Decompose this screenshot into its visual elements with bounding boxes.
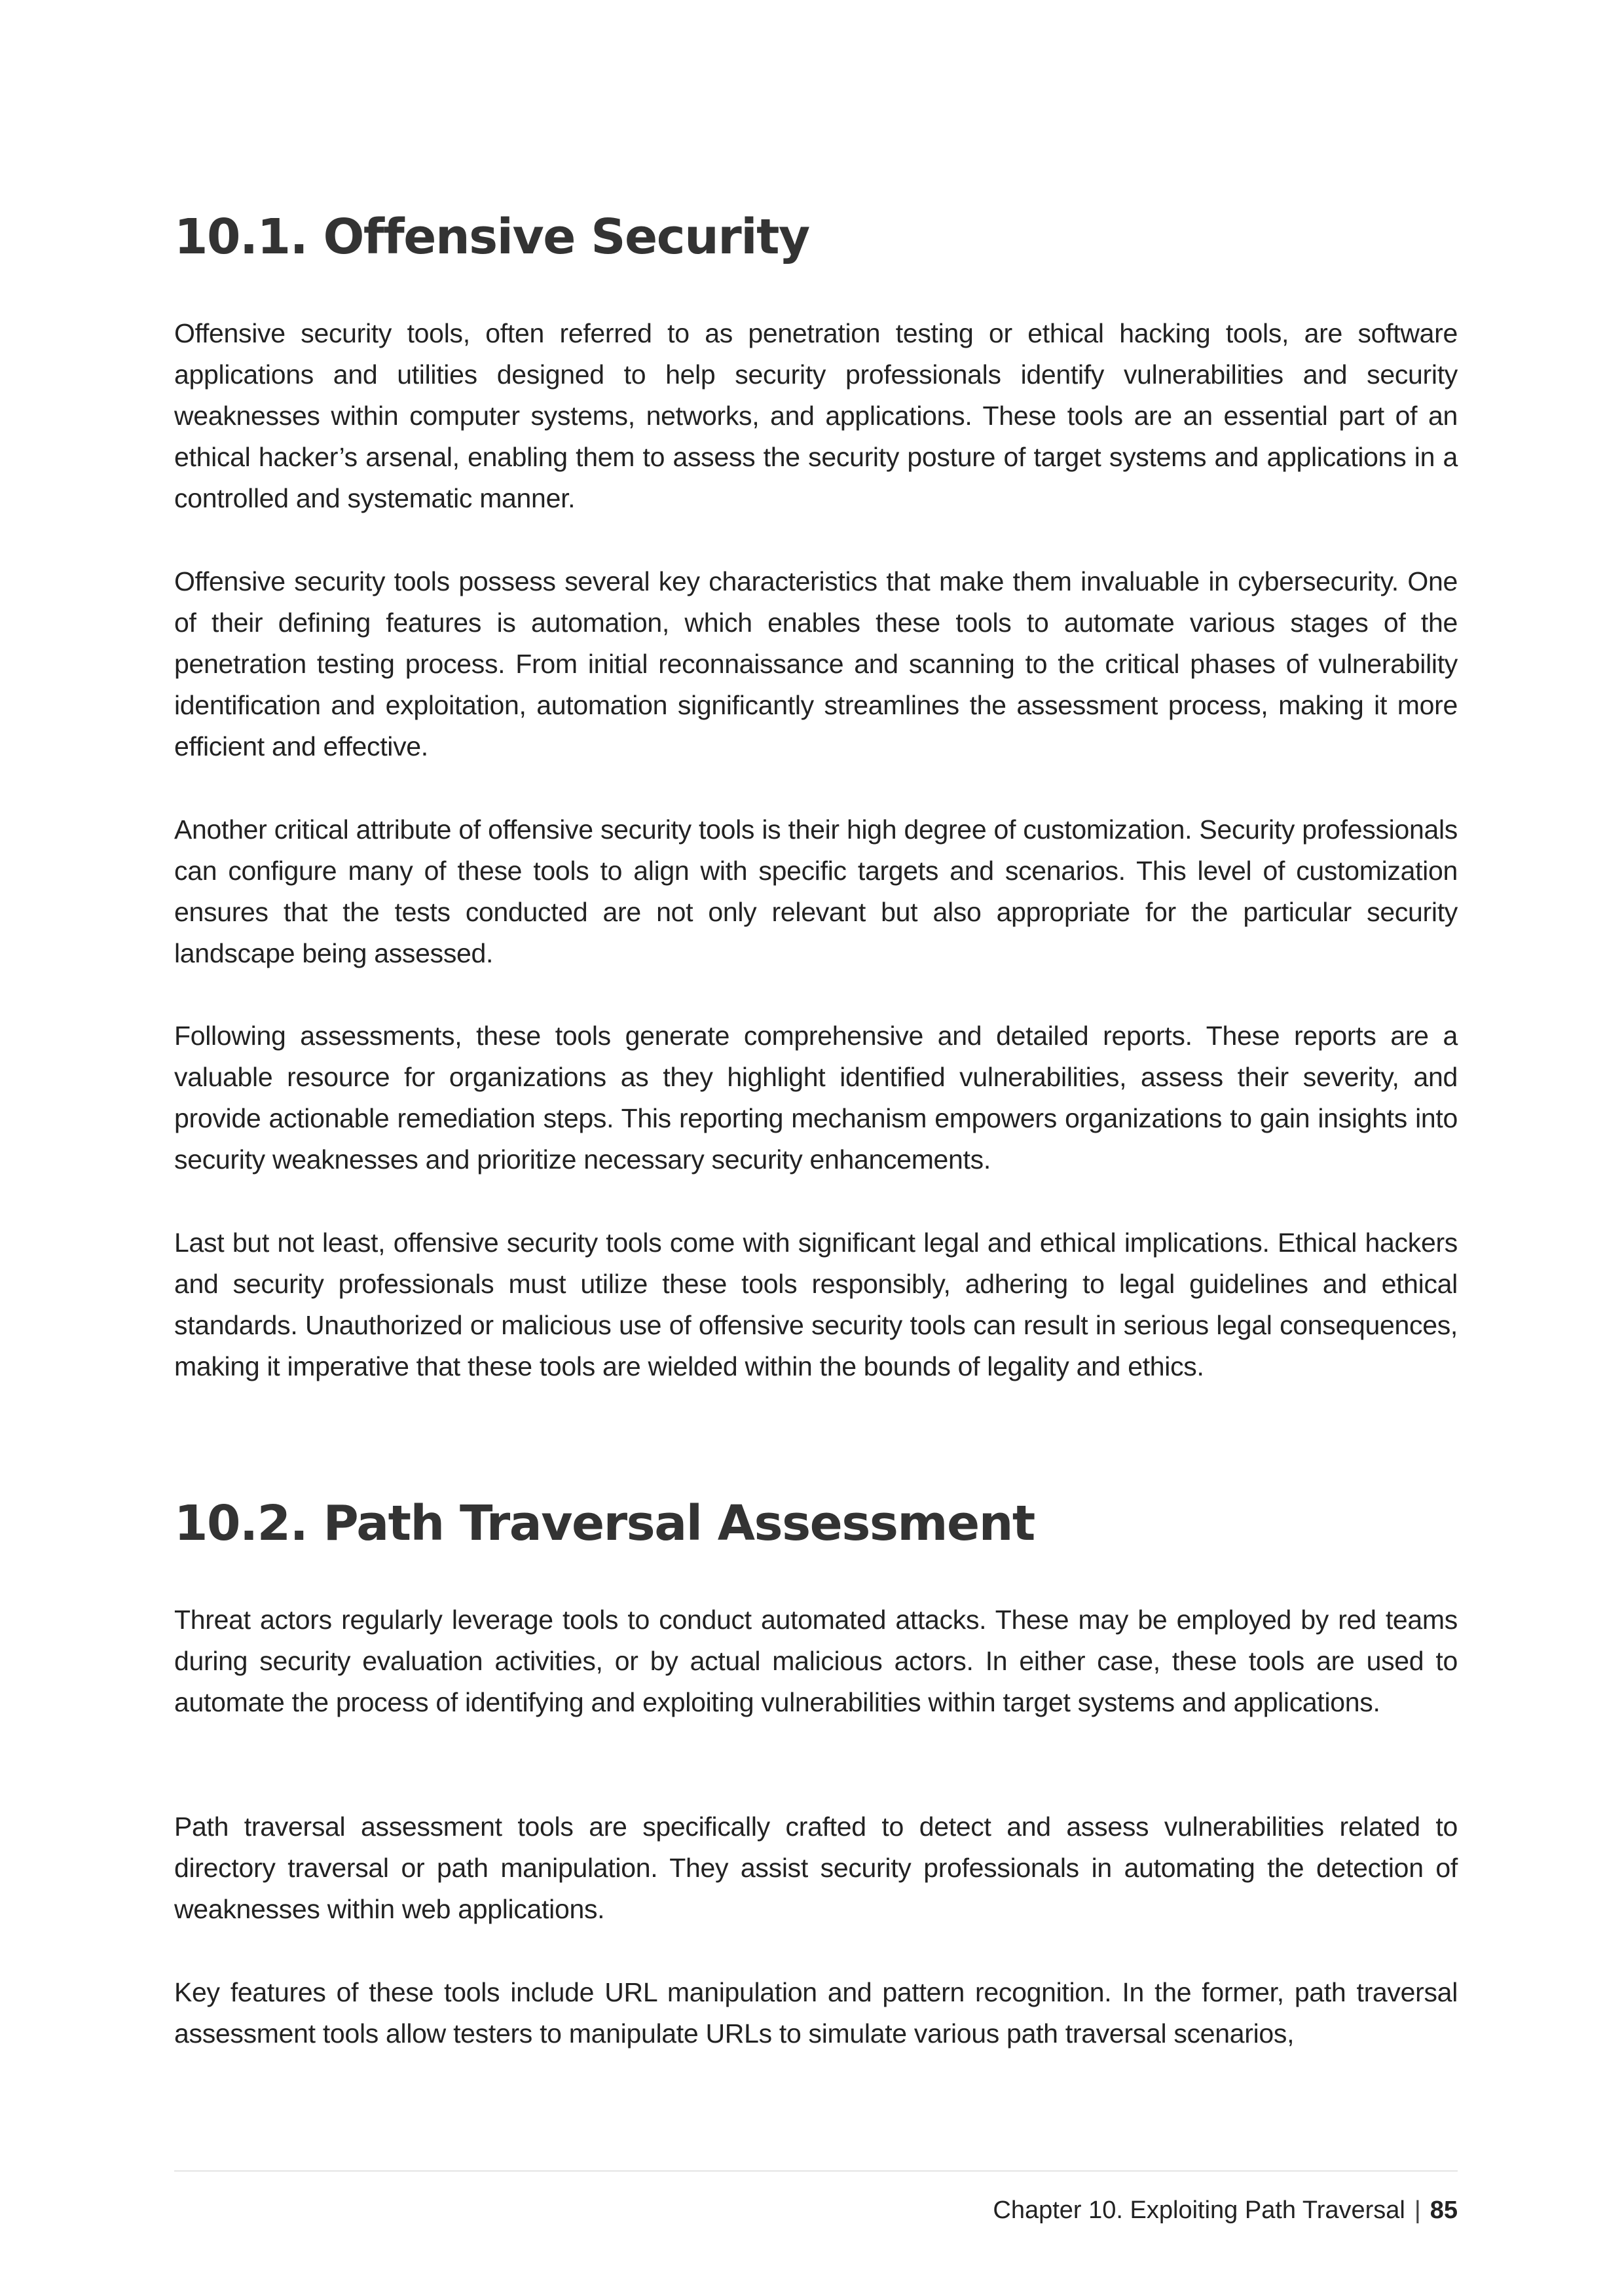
paragraph: Last but not least, offensive security tools come with significant legal and ethical implications. Ethical hackers and security professionals must utilize these tools responsibly, adhering to legal guidelines and ethical standards. Unauthorized or malicious use of offensive security tools can result in serious legal consequences, making it imperative that these tools are wielded within the bounds of legality and ethics.	[174, 1228, 1458, 1381]
section-heading-path-traversal-assessment: 10.2. Path Traversal Assessment	[174, 1495, 1035, 1552]
paragraph: Another critical attribute of offensive security tools is their high degree of customization. Security professionals can configure many of these tools to align with specific targets and scenarios. This level of customization ensures that the tests conducted are not only relevant but also appropriate for the particular security landscape being assessed.	[174, 814, 1458, 968]
page-number: 85	[1430, 2196, 1458, 2224]
paragraph: Following assessments, these tools generate comprehensive and detailed reports. These reports are a valuable resource for organizations as they highlight identified vulnerabilities, assess their severity, and provide actionable remediation steps. This reporting mechanism empowers organizations to gain insights into security weaknesses and prioritize necessary security enhancements.	[174, 1021, 1458, 1175]
footer-separator: |	[1414, 2196, 1421, 2224]
paragraph: Key features of these tools include URL manipulation and pattern recognition. In the former, path traversal assessment tools allow testers to manipulate URLs to simulate various path traversal scenarios,	[174, 1977, 1458, 2049]
page-footer	[993, 2196, 1458, 2225]
section-heading-offensive-security: 10.1. Offensive Security	[174, 209, 809, 265]
paragraph: Offensive security tools, often referred to as penetration testing or ethical hacking tools, are software applications and utilities designed to help security professionals identify vulnerabilities and security weaknesses within computer systems, networks, and applications. These tools are an essential part of an ethical hacker’s arsenal, enabling them to assess the security posture of target systems and applications in a controlled and systematic manner.	[174, 318, 1458, 513]
paragraph: Path traversal assessment tools are specifically crafted to detect and assess vulnerabilities related to directory traversal or path manipulation. They assist security professionals in automating the detection of weaknesses within web applications.	[174, 1812, 1458, 1924]
footer-divider	[174, 2170, 1458, 2172]
paragraph: Offensive security tools possess several key characteristics that make them invaluable in cybersecurity. One of their defining features is automation, which enables these tools to automate various stages of the penetration testing process. From initial reconnaissance and scanning to the critical phases of vulnerability identification and exploitation, automation significantly streamlines the assessment process, making it more efficient and effective.	[174, 566, 1458, 761]
footer-chapter-title: Chapter 10. Exploiting Path Traversal	[993, 2196, 1405, 2224]
paragraph: Threat actors regularly leverage tools to conduct automated attacks. These may be employed by red teams during security evaluation activities, or by actual malicious actors. In either case, these tools are used to automate the process of identifying and exploiting vulnerabilities within target systems and applications.	[174, 1605, 1458, 1717]
